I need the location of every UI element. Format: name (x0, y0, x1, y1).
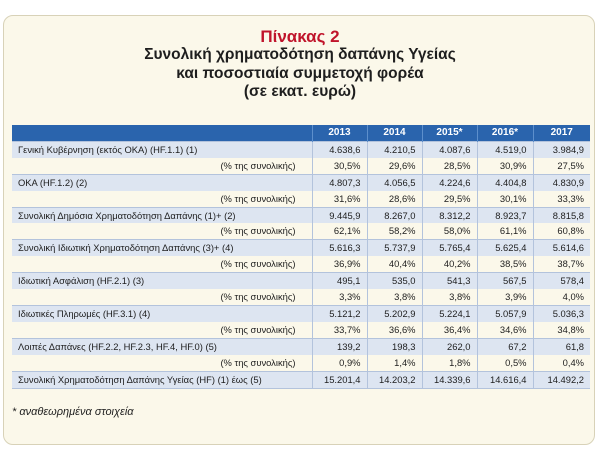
value-cell: 139,2 (312, 338, 367, 354)
percentage-cell: 33,7% (312, 322, 367, 338)
row-label: Συνολική Δημόσια Χρηματοδότηση Δαπάνης (1)+ (2) (12, 207, 312, 223)
total-row (12, 371, 590, 388)
row-label: ΟΚΑ (HF.1.2) (2) (12, 174, 312, 190)
percentage-cell: 31,6% (312, 191, 367, 207)
percentage-cell: 0,5% (477, 355, 533, 371)
value-cell: 541,3 (422, 273, 477, 289)
value-cell: 578,4 (533, 273, 590, 289)
row-label: Συνολική Ιδιωτική Χρηματοδότηση Δαπάνης (3)+ (4) (12, 240, 312, 256)
value-cell: 4.519,0 (477, 141, 533, 157)
year-header: 2017 (533, 125, 590, 141)
percentage-cell: 30,5% (312, 158, 367, 174)
percentage-cell: 34,8% (533, 322, 590, 338)
table-number: Πίνακας 2 (260, 27, 340, 46)
value-cell: 198,3 (367, 338, 422, 354)
percentage-row (12, 289, 590, 305)
value-cell: 9.445,9 (312, 207, 367, 223)
table-title-line-1: Συνολική χρηματοδότηση δαπάνης Υγείας (144, 46, 456, 63)
percentage-cell: 36,6% (367, 322, 422, 338)
value-cell: 3.984,9 (533, 141, 590, 157)
year-header: 2014 (367, 125, 422, 141)
value-cell: 5.614,6 (533, 240, 590, 256)
table-row (12, 174, 590, 190)
percentage-row (12, 158, 590, 174)
value-cell: 4.830,9 (533, 174, 590, 190)
percentage-cell: 29,6% (367, 158, 422, 174)
value-cell: 5.625,4 (477, 240, 533, 256)
percentage-cell: 30,9% (477, 158, 533, 174)
health-financing-table (12, 125, 590, 389)
table-title-line-3: (σε εκατ. ευρώ) (243, 83, 357, 100)
percentage-cell: 3,3% (312, 289, 367, 305)
percentage-cell: 60,8% (533, 223, 590, 239)
total-cell: 14.339,6 (422, 371, 477, 388)
table-caption (0, 27, 600, 102)
percentage-cell: 36,4% (422, 322, 477, 338)
value-cell: 567,5 (477, 273, 533, 289)
percentage-cell: 40,2% (422, 256, 477, 272)
percentage-cell: 1,8% (422, 355, 477, 371)
value-cell: 4.056,5 (367, 174, 422, 190)
percentage-row (12, 191, 590, 207)
value-cell: 5.765,4 (422, 240, 477, 256)
percentage-label: (% της συνολικής) (12, 322, 312, 338)
percentage-cell: 0,9% (312, 355, 367, 371)
percentage-label: (% της συνολικής) (12, 223, 312, 239)
value-cell: 262,0 (422, 338, 477, 354)
percentage-cell: 58,2% (367, 223, 422, 239)
value-cell: 5.202,9 (367, 305, 422, 321)
value-cell: 4.807,3 (312, 174, 367, 190)
row-label: Ιδιωτική Ασφάλιση (HF.2.1) (3) (12, 273, 312, 289)
total-cell: 15.201,4 (312, 371, 367, 388)
total-cell: 14.616,4 (477, 371, 533, 388)
value-cell: 8.815,8 (533, 207, 590, 223)
value-cell: 4.638,6 (312, 141, 367, 157)
footnote: * αναθεωρημένα στοιχεία (12, 406, 134, 418)
year-header: 2016* (477, 125, 533, 141)
percentage-row (12, 256, 590, 272)
table-row (12, 240, 590, 256)
percentage-cell: 38,7% (533, 256, 590, 272)
value-cell: 4.224,6 (422, 174, 477, 190)
value-cell: 8.923,7 (477, 207, 533, 223)
percentage-label: (% της συνολικής) (12, 158, 312, 174)
percentage-cell: 38,5% (477, 256, 533, 272)
percentage-cell: 0,4% (533, 355, 590, 371)
header-corner (12, 125, 312, 141)
percentage-label: (% της συνολικής) (12, 289, 312, 305)
percentage-cell: 28,5% (422, 158, 477, 174)
percentage-label: (% της συνολικής) (12, 256, 312, 272)
percentage-cell: 4,0% (533, 289, 590, 305)
value-cell: 535,0 (367, 273, 422, 289)
percentage-cell: 36,9% (312, 256, 367, 272)
percentage-row (12, 223, 590, 239)
total-cell: 14.492,2 (533, 371, 590, 388)
percentage-row (12, 322, 590, 338)
value-cell: 5.616,3 (312, 240, 367, 256)
percentage-cell: 33,3% (533, 191, 590, 207)
value-cell: 5.036,3 (533, 305, 590, 321)
row-label: Ιδιωτικές Πληρωμές (HF.3.1) (4) (12, 305, 312, 321)
percentage-cell: 3,8% (367, 289, 422, 305)
row-label: Γενική Κυβέρνηση (εκτός ΟΚΑ) (HF.1.1) (1) (12, 141, 312, 157)
percentage-cell: 29,5% (422, 191, 477, 207)
percentage-cell: 27,5% (533, 158, 590, 174)
value-cell: 8.267,0 (367, 207, 422, 223)
percentage-cell: 62,1% (312, 223, 367, 239)
percentage-cell: 30,1% (477, 191, 533, 207)
value-cell: 5.224,1 (422, 305, 477, 321)
percentage-cell: 34,6% (477, 322, 533, 338)
percentage-row (12, 355, 590, 371)
year-header: 2015* (422, 125, 477, 141)
value-cell: 5.737,9 (367, 240, 422, 256)
table-row (12, 305, 590, 321)
total-cell: 14.203,2 (367, 371, 422, 388)
value-cell: 4.404,8 (477, 174, 533, 190)
table-row (12, 207, 590, 223)
value-cell: 67,2 (477, 338, 533, 354)
header-row (12, 125, 590, 141)
row-label: Λοιπές Δαπάνες (HF.2.2, HF.2.3, HF.4, HF.0) (5) (12, 338, 312, 354)
percentage-cell: 3,9% (477, 289, 533, 305)
value-cell: 4.087,6 (422, 141, 477, 157)
value-cell: 5.057,9 (477, 305, 533, 321)
value-cell: 61,8 (533, 338, 590, 354)
percentage-label: (% της συνολικής) (12, 355, 312, 371)
percentage-cell: 28,6% (367, 191, 422, 207)
total-label: Συνολική Χρηματοδότηση Δαπάνης Υγείας (HF) (1) έως (5) (12, 371, 312, 388)
percentage-label: (% της συνολικής) (12, 191, 312, 207)
percentage-cell: 1,4% (367, 355, 422, 371)
value-cell: 5.121,2 (312, 305, 367, 321)
table-row (12, 141, 590, 157)
table-row (12, 273, 590, 289)
percentage-cell: 61,1% (477, 223, 533, 239)
value-cell: 8.312,2 (422, 207, 477, 223)
percentage-cell: 3,8% (422, 289, 477, 305)
value-cell: 495,1 (312, 273, 367, 289)
table-row (12, 338, 590, 354)
table-title-line-2: και ποσοστιαία συμμετοχή φορέα (176, 64, 424, 82)
percentage-cell: 40,4% (367, 256, 422, 272)
value-cell: 4.210,5 (367, 141, 422, 157)
percentage-cell: 58,0% (422, 223, 477, 239)
year-header: 2013 (312, 125, 367, 141)
